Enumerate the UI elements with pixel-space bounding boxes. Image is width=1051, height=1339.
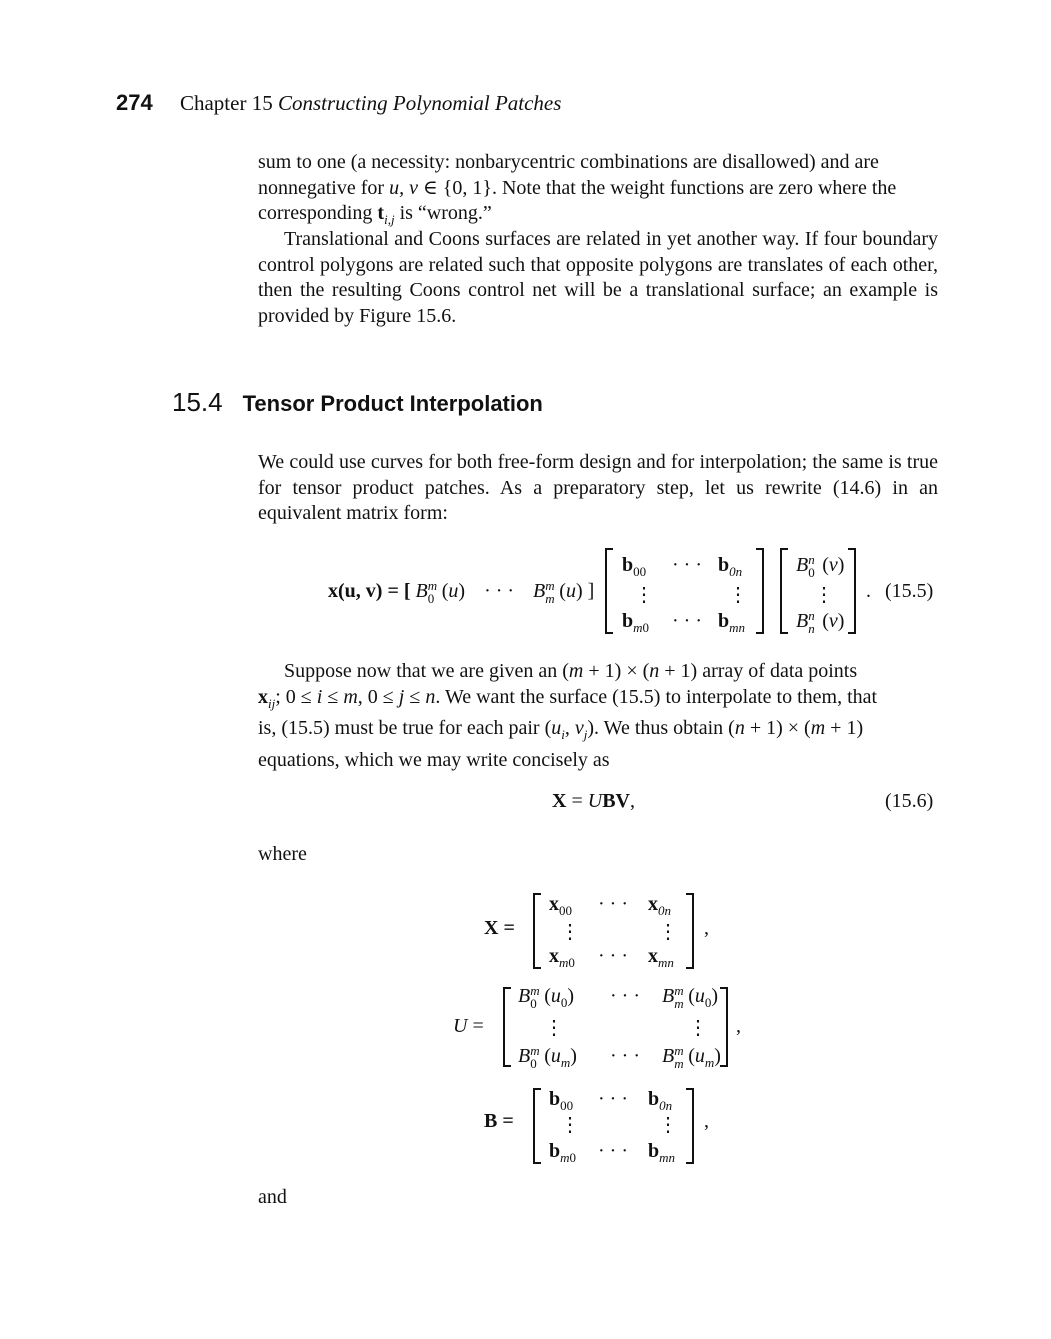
- bracket: [533, 893, 541, 969]
- chapter-label: Chapter 15: [179, 91, 273, 115]
- where-label: where: [258, 843, 307, 865]
- eq155-lhs: x(u, v) = [ B m 0 (u) · · · B m m (u) ]: [328, 578, 595, 606]
- bracket: [686, 893, 694, 969]
- paragraph-2: Translational and Coons surfaces are related in yet another way. If four boundary control polygons are related such that opposite polygons are translates of each other, then the resulting Coons control net will be a translational surface; an example is provided by Figure 15.6.: [258, 228, 938, 327]
- bracket: [686, 1088, 694, 1164]
- running-header: [116, 90, 561, 116]
- para1-line3: corresponding $t_{i,j}$ is “wrong.”: [258, 202, 492, 227]
- page-number: 274: [116, 90, 153, 115]
- bracket: [848, 548, 856, 634]
- and-label: and: [258, 1186, 287, 1208]
- para1-line1: sum to one (a necessity: nonbarycentric combinations are disallowed) and are: [258, 151, 879, 173]
- equation-number: (15.6): [885, 790, 934, 812]
- equation-number: (15.5): [885, 580, 934, 602]
- page: 274 Chapter 15 Constructing Polynomial Patches sum to one (a necessity: nonbarycentric combinations are disallowed) and are nonnegative for u, v ∈ {0, 1}. Note that the weight functions are zero where the corresponding $t_{i,j}$ is “wrong.” Translational and Coons surfaces are related in yet another way. If four boundary control polygons are related such that opposite polygons are translates of each other, then the resulting Coons control net will be a translational surface; an example is provided by Figure 15.6. 15.4 Tensor Product Interpolation We could use curves for both free-form design and for interpolation; the same is true for tensor product patches. As a preparatory step, let us rewrite (14.6) in an equivalent matrix form: x(u, v) = [ B m 0 (u) · · · B m m (u) ] $b_{00}$ · · · $b_{0n}$ ⋮ ⋮ $b_{m0}$ · · · $b_{mn}$ B n 0 (v) ⋮ B n n (v) . (15.5) Suppose now that we are given an (m + 1) × (n + 1) array of data points $x_{ij}$; 0 ≤ i ≤ m, 0 ≤ j ≤ n. We want the surface (15.5) to interpolate to them, that is, (15.5) must be true for each pair ($u_i$, $v_j$). We thus obtain (n + 1) × (m + 1) equations, which we may write concisely as X = UBV, (15.6) where X = $x_{00}$ · · · $x_{0n}$ ⋮ ⋮ $x_{m0}$ · · · $x_{mn}$ , U = B m 0 $(u_0)$ · · · B m m $(u_0)$ ⋮ ⋮ B m 0 $(u_m)$ · · · B m m $(u_m)$ , B = $b_{00}$ · · · $b_{0n}$ ⋮ ⋮ $b_{m0}$ · · · $b_{mn}$ , and: [116, 90, 938, 1208]
- bracket: [756, 548, 764, 634]
- paragraph-3: We could use curves for both free-form design and for interpolation; the same is true for tensor product patches. As a preparatory step, let us rewrite (14.6) in an equivalent matrix form:: [258, 451, 938, 524]
- para1-line2: nonnegative for u, v ∈ {0, 1}. Note that the weight functions are zero where the: [258, 176, 897, 199]
- bracket: [503, 987, 511, 1067]
- equation-15-6: X = UBV,: [552, 790, 635, 812]
- bracket: [720, 987, 728, 1067]
- bracket: [605, 548, 613, 634]
- section-number: 15.4: [172, 387, 223, 417]
- paragraph-1: [258, 150, 938, 233]
- bracket: [780, 548, 788, 634]
- chapter-title: Constructing Polynomial Patches: [277, 91, 562, 115]
- bracket: [533, 1088, 541, 1164]
- section-heading: [172, 387, 543, 418]
- paragraph-4: Suppose now that we are given an (m + 1) × (n + 1) array of data points $x_{ij}$; 0 ≤ i ≤ m, 0 ≤ j ≤ n. We want the surface (15.5) to interpolate to them, that is, (15.5) must be true for each pair ($u_i$, $v_j$). We thus obtain (n + 1) × (m + 1) equations, which we may write concisely as: [258, 660, 878, 771]
- section-title: Tensor Product Interpolation: [242, 391, 543, 416]
